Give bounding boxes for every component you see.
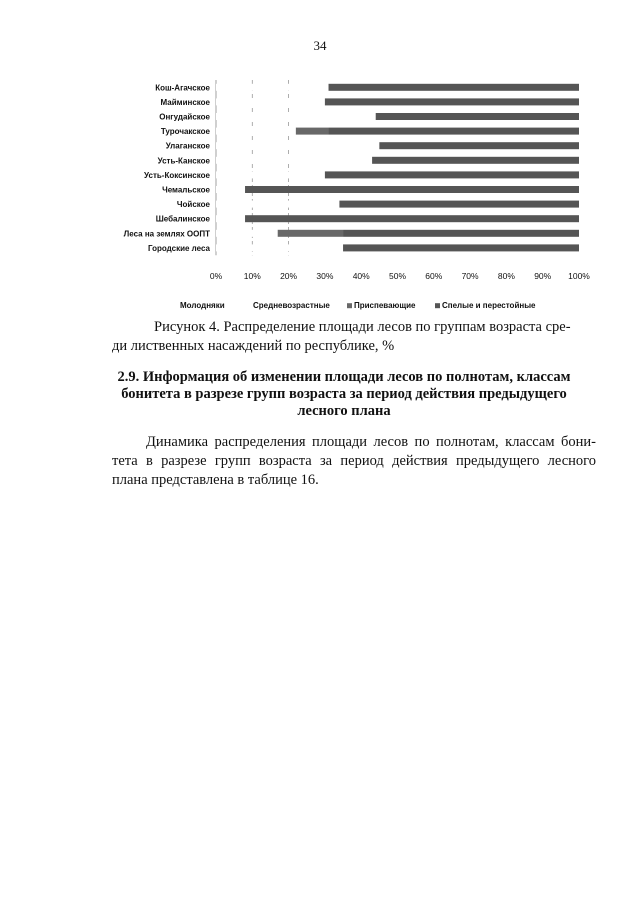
bar-segment [245,215,579,222]
section-heading [92,369,596,420]
bar-segment [379,142,579,149]
x-tick-label: 80% [497,271,515,282]
paragraph-line: Динамика распределения площади лесов по полнотам, классам бони- [146,434,596,450]
age-distribution-chart [90,74,590,314]
x-tick-label: 90% [534,271,552,282]
caption-line: Рисунок 4. Распределение площади лесов по группам возраста сре- [154,319,571,335]
paragraph-line: плана представлена в таблице 16. [112,472,319,488]
bar-segment [216,230,278,237]
chart-gridlines [216,80,289,255]
bar-segment [216,244,343,251]
chart-legend [180,301,536,310]
page-number: 34 [313,38,327,53]
bar-segment [329,128,579,135]
heading-line: 2.9. Информация об изменении площади лесов по полнотам, классам [117,369,571,385]
bar-segment [372,157,579,164]
category-label: Шебалинское [155,214,210,224]
heading-line: бонитета в разрезе групп возраста за период действия предыдущего [121,386,567,402]
legend-swatch [435,303,440,308]
caption-line: ди лиственных насаждений по республике, % [112,338,395,354]
bar-segment [216,142,379,149]
category-label: Чойское [176,200,210,210]
x-tick-label: 100% [568,271,590,282]
bar-segment [343,230,579,237]
x-tick-label: 20% [280,271,298,282]
bar-segment [216,113,376,120]
category-label: Городские леса [147,243,210,253]
bar-segment [376,113,579,120]
category-label: Майминское [160,97,210,107]
x-tick-label: 0% [209,271,223,282]
category-label: Онгудайское [159,112,210,122]
category-label: Усть-Канское [157,156,210,166]
category-label: Чемальское [162,185,210,195]
bar-segment [216,201,339,208]
x-tick-label: 50% [388,271,407,282]
figure-caption [112,318,592,356]
bar-segment [216,215,245,222]
bar-segment [216,171,325,178]
bar-segment [216,98,325,105]
category-label: Усть-Коксинское [144,170,210,180]
chart-x-tick-labels [210,271,590,281]
chart-category-labels [124,83,211,253]
category-label: Леса на землях ООПТ [123,229,210,239]
bar-segment [216,128,296,135]
x-tick-label: 60% [425,271,443,282]
legend-label: Средневозрастные [253,301,330,311]
bar-segment [278,230,343,237]
bar-segment [216,84,329,91]
chart-bars [216,84,579,252]
bar-segment [329,84,579,91]
bar-segment [343,244,579,251]
x-tick-label: 10% [243,271,261,282]
category-label: Кош-Агачское [155,83,210,93]
body-paragraph [112,433,596,490]
x-tick-label: 40% [352,271,370,282]
bar-segment [296,128,329,135]
bar-segment [339,201,579,208]
x-tick-label: 30% [316,271,334,282]
category-label: Турочакское [160,127,210,137]
x-tick-label: 70% [461,271,479,282]
legend-label: Приспевающие [354,301,416,311]
paragraph-line: тета в разрезе групп возраста за период действия предыдущего лесного [112,453,596,469]
bar-segment [216,186,245,193]
legend-swatch [347,303,352,308]
bar-segment [216,157,372,164]
legend-label: Молодняки [180,301,225,311]
heading-line: лесного плана [297,403,391,419]
category-label: Улаганское [165,141,210,151]
bar-segment [325,98,579,105]
legend-label: Спелые и перестойные [442,301,536,311]
bar-segment [245,186,579,193]
bar-segment [325,171,579,178]
